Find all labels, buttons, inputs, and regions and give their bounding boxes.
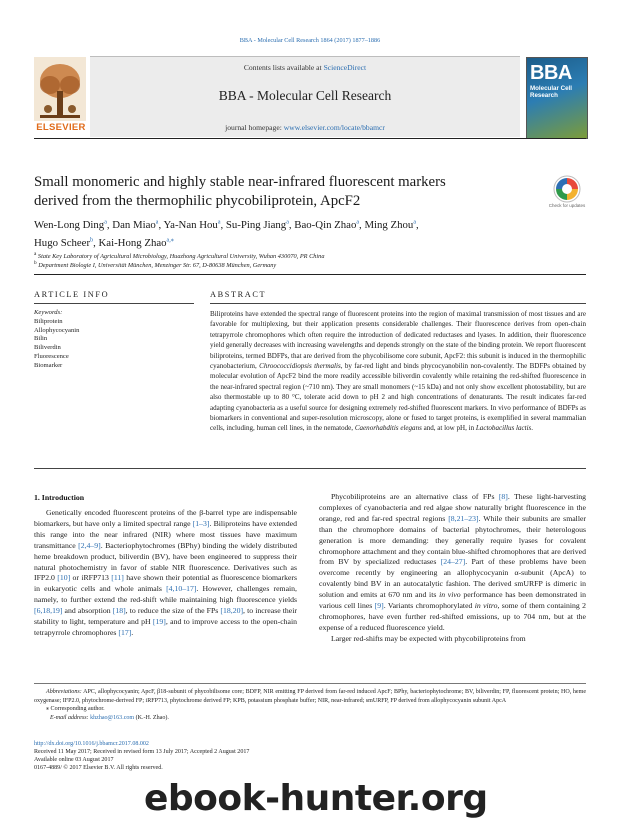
article-title: Small monomeric and highly stable near-infrared fluorescent markers derived from the thermophilic phycobiliprotein, ApcF2: [34, 174, 446, 209]
affiliation-rule: [34, 274, 586, 275]
abbreviations-footnote: Abbreviations: APC, allophycocyanin; ApcF, β18-subunit of phycobilisome core; BDFP, NIR emitting FP derived from far-red induced ApcF; BPhy, bacteriophytochrome; BV, biliverdin; FP, fluorescent protein; HO, heme oxygenase; IFP2.0, phytochrome-derived FP; iRFP713, phytochrome derived FP; KPB, potassium phosphate buffer; NIR, near-infrared; smURFP, FP derived from allophycocyanin subunit ApcA: [34, 689, 586, 704]
corresponding-author-note: ⁎ Corresponding author.: [46, 706, 105, 713]
keyword: Biomarker: [34, 361, 63, 369]
doi-link[interactable]: http://dx.doi.org/10.1016/j.bbamcr.2017.08.002: [34, 741, 149, 747]
author[interactable]: Ming Zhou$^a$,: [364, 218, 419, 231]
footnotes: [34, 688, 586, 723]
author[interactable]: Su-Ping Jiang$^a$,: [225, 218, 295, 231]
citation-link[interactable]: [8,21–23]: [448, 513, 479, 523]
citation-link[interactable]: [18]: [112, 606, 126, 616]
article-info-heading: ARTICLE INFO: [34, 290, 110, 299]
author[interactable]: Kai-Hong Zhao$^{a,⁎}$: [98, 237, 174, 250]
citation-link[interactable]: [2,4–9]: [78, 540, 101, 550]
journal-citation-link[interactable]: BBA - Molecular Cell Research 1864 (2017) 1877–1886: [239, 37, 381, 44]
check-for-updates-icon[interactable]: [552, 174, 582, 204]
header-rule: [34, 138, 586, 139]
affiliation: $^a$ State Key Laboratory of Agricultural Microbiology, Huazhong Agricultural University, Wuhan 430070, PR China: [34, 251, 325, 261]
citation-link[interactable]: [10]: [57, 573, 71, 583]
keywords-block: Keywords: Biliprotein Allophycocyanin Bilin Biliverdin Fluorescence Biomarker: [34, 309, 184, 371]
paragraph: Phycobiliproteins are an alternative class of FPs [8]. These light-harvesting complexes of cyanobacteria and red algae show naturally bright fluorescence in the orange, red and far-red spectral regions [8,21–23]. While their subunits are smaller than the chromophore domains of bacterial phytochromes, their heterologous generation is more demanding: they generally require lyases for covalent chromophore attachment and they contain blue-shifted chromophores that are derived from BV by specialized reductases [24–27]. Part of these problems have been overcome recently by engineering an allophycocyanin α-subunit (ApcA) to covalently bind BV in an autocatalytic fashion. The derived smURFP is dimeric in solution and emits at 670 nm and its in vivo performance has been demonstrated in various cell lines [9]. Variants chromophorylated in vitro, some of them containing 2 chromophores, have even further red-shifted emissions, up to 704 nm, but at the expense of a reduced fluorescence yield.: [319, 492, 586, 632]
author[interactable]: Bao-Qin Zhao$^a$,: [294, 218, 365, 231]
cover-subtitle: Molecular Cell Research: [530, 85, 572, 99]
citation-link[interactable]: [6,18,19]: [34, 606, 63, 616]
abstract-bottom-rule: [34, 468, 586, 469]
author[interactable]: Dan Miao$^a$,: [112, 218, 164, 231]
keyword: Biliverdin: [34, 344, 61, 352]
journal-homepage-link[interactable]: www.elsevier.com/locate/bbamcr: [283, 123, 385, 132]
footnote-rule: [34, 683, 586, 684]
author[interactable]: Hugo Scheer$^b$,: [34, 237, 99, 250]
keyword: Fluorescence: [34, 352, 69, 360]
check-for-updates-label: Check for updates: [548, 203, 586, 208]
cover-title: BBA: [530, 62, 572, 84]
citation-link[interactable]: [18,20]: [220, 606, 244, 616]
abstract-heading: ABSTRACT: [210, 290, 267, 299]
received-dates: Received 11 May 2017; Received in revised form 13 July 2017; Accepted 2 August 2017: [34, 748, 250, 755]
author-list: [34, 214, 554, 251]
paragraph: Genetically encoded fluorescent proteins of the β-barrel type are indispensable biomarkers, but have only a limited spectral range [1–3]. Biliproteins have extended this range into the near infrared (NIR) where most tissues have maximum transmittance [2,4–9]. Bacteriophytochromes (BPhy) binding the widely distributed heme breakdown product, biliverdin (BV), have been engineered to suppress their natural photochemistry in favor of stable NIR fluorescence. Derivatives such as IFP2.0 [10] or iRFP713 [11] have shown their potential as fluorescence biomarkers in eukaryotic cells and whole animals [4,10–17]. However, challenges remain, namely, to further extend the red-shift while maintaining high fluorescence yields [6,18,19] and absorption [18], to reduce the size of the FPs [18,20], to increase their stability to light, temperature and pH [19], and to improve access to the open-chain tetrapyrrole chromophores [17].: [34, 508, 297, 637]
citation-link[interactable]: [17]: [118, 627, 132, 637]
citation-link[interactable]: [24–27]: [440, 557, 466, 567]
abstract-rule: [210, 303, 586, 304]
contents-available-line: Contents lists available at ScienceDirect: [243, 63, 367, 72]
watermark-text: ebook-hunter.org: [144, 778, 488, 819]
publication-info: [34, 741, 364, 773]
introduction-heading: 1. Introduction: [34, 493, 85, 502]
citation-link[interactable]: [19]: [152, 617, 166, 627]
sciencedirect-link[interactable]: ScienceDirect: [323, 63, 367, 72]
journal-homepage-line: journal homepage: www.elsevier.com/locate/bbamcr: [225, 123, 385, 132]
keyword: Bilin: [34, 335, 48, 343]
elsevier-wordmark: ELSEVIER: [36, 122, 86, 133]
introduction-column-left: [34, 508, 297, 639]
keyword: Allophycocyanin: [34, 326, 80, 334]
citation-link[interactable]: [9]: [374, 601, 384, 611]
citation-link[interactable]: [1–3]: [192, 518, 210, 528]
author[interactable]: Ya-Nan Hou$^a$,: [163, 218, 226, 231]
introduction-column-right: [319, 492, 586, 645]
email-link[interactable]: khzhao@163.com: [90, 715, 135, 722]
affiliation: $^b$ Department Biologie I, Universität München, Menzinger Str. 67, D-80638 München, Germany: [34, 260, 277, 270]
author[interactable]: Wen-Long Ding$^a$,: [34, 218, 113, 231]
copyright-line: 0167-4889/ © 2017 Elsevier B.V. All rights reserved.: [34, 764, 163, 771]
available-online-date: Available online 03 August 2017: [34, 756, 114, 763]
citation-link[interactable]: [11]: [111, 573, 124, 583]
citation-link[interactable]: [8]: [498, 492, 508, 501]
journal-title: BBA - Molecular Cell Research: [218, 88, 392, 103]
article-info-rule: [34, 303, 194, 304]
paragraph: Larger red-shifts may be expected with phycobiliproteins from: [331, 633, 526, 643]
keyword: Biliprotein: [34, 317, 63, 325]
email-footnote: E-mail address: khzhao@163.com (K.-H. Zhao).: [50, 715, 169, 722]
citation-link[interactable]: [4,10–17]: [166, 584, 197, 594]
abstract-text: Biliproteins have extended the spectral range of fluorescent proteins into the region of maximal transmission of most tissues and are favorable for multiplexing, but their application presents considerable challenges. Their fluorescence derives from open-chain tetrapyrrole chromophores which often require the introduction of dedicated reductases and lyases. In addition, their fluorescence yield generally decreases with increasing wavelengths and depends strongly on the state of the binding protein. We report fluorescent biliproteins, termed BDFPs, that are derived from the phycobilisome core subunit, ApcF2: this subunit is induced in the thermophilic cyanobacterium, Chroococcidiopsis thermalis, by far-red light and binds phycocyanobilin non-covalently. The BDFPs obtained by molecular evolution of ApcF2 bind the more readily accessible biliverdin covalently while retaining the red-shifted fluorescence in the near-infrared spectral region (~710 nm). They are small monomers (~15 kDa) and not only show excellent photostability, but are also thermostable up to 80 °C, tolerate acid down to pH 2 and high concentrations of denaturants. The result indicates far-red adapting cyanobacteria as a useful source for designing extremely red-shifted fluorescent markers. In vivo performance of BDFPs as biomarkers in conventional and super-resolution microscopy, alone or fused to target proteins, is exemplified in several mammalian cells, including, human cell lines, in the nematode, Caenorhabditis elegans and, at low pH, in Lactobacillus lactis.: [210, 310, 586, 433]
